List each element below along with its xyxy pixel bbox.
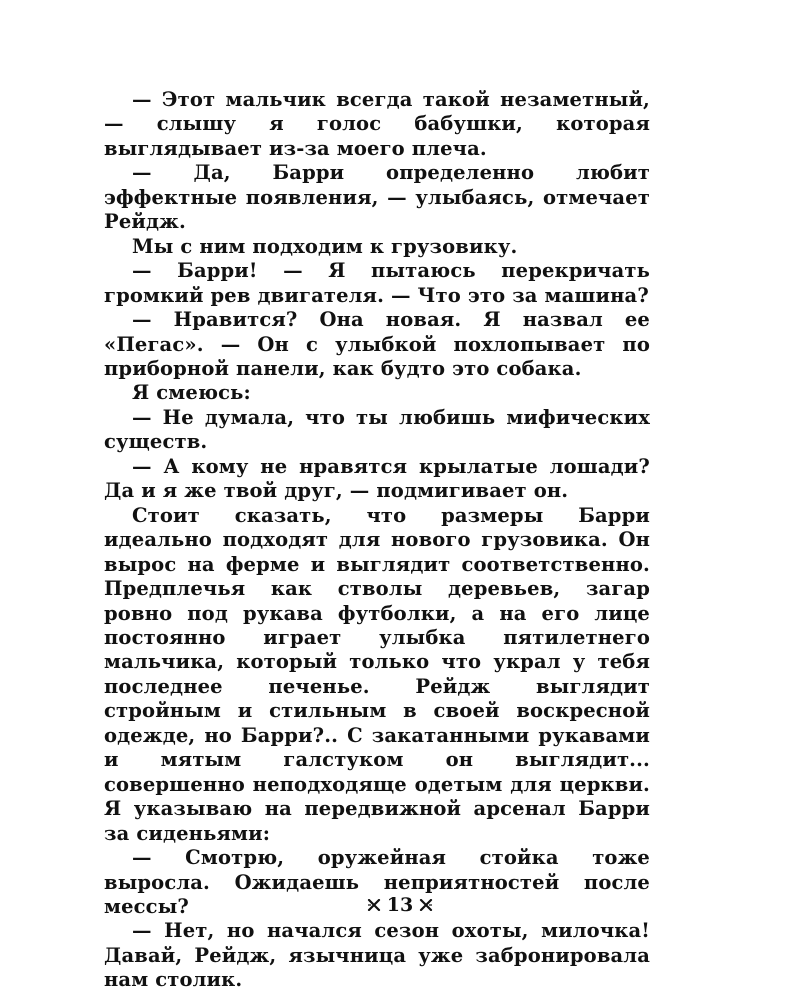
paragraph: — Смотрю, оружейная стойка тоже выросла. Ожидаешь неприятностей после мессы?	[104, 846, 650, 918]
paragraph: Мы с ним подходим к грузовику.	[132, 234, 518, 258]
paragraph: — Не думала, что ты любишь мифических существ.	[104, 405, 650, 454]
paragraph: — Этот мальчик всегда такой незаметный, — слышу я голос бабушки, которая выглядывает из-за моего плеча.	[104, 88, 650, 160]
page-number: 13	[386, 894, 414, 916]
body-text	[104, 88, 650, 993]
paragraph: — Да, Барри определенно любит эффектные появления, — улыбаясь, отмечает Рейдж.	[104, 161, 650, 234]
paragraph: — Нет, но начался сезон охоты, милочка! Давай, Рейдж, язычница уже забронировала нам столик.	[104, 919, 650, 992]
paragraph: — А кому не нравятся крылатые лошади? Да и я же твой друг, — подмигивает он.	[104, 454, 650, 503]
paragraph: — Нравится? Она новая. Я назвал ее «Пегас». — Он с улыбкой похлопывает по приборной панели, как будто это собака.	[104, 308, 650, 380]
cross-ornament-icon	[367, 899, 381, 911]
paragraph: Стоит сказать, что размеры Барри идеально подходят для нового грузовика. Он вырос на ферме и выглядит соответственно. Предплечья как стволы деревьев, загар ровно под рукава футболки, а на его лице постоянно играет улыбка пятилетнего мальчика, который только что украл у тебя последнее печенье. Рейдж выглядит стройным и стильным в своей воскресной одежде, но Барри?.. С закатанными рукавами и мятым галстуком он выглядит... совершенно неподходяще одетым для церкви. Я указываю на передвижной арсенал Барри за сиденьями:	[104, 503, 650, 845]
cross-ornament-icon	[419, 899, 433, 911]
paragraph: — Барри! — Я пытаюсь перекричать громкий рев двигателя. — Что это за машина?	[104, 259, 650, 307]
paragraph: Я смеюсь:	[132, 381, 251, 405]
page-footer	[0, 893, 800, 916]
